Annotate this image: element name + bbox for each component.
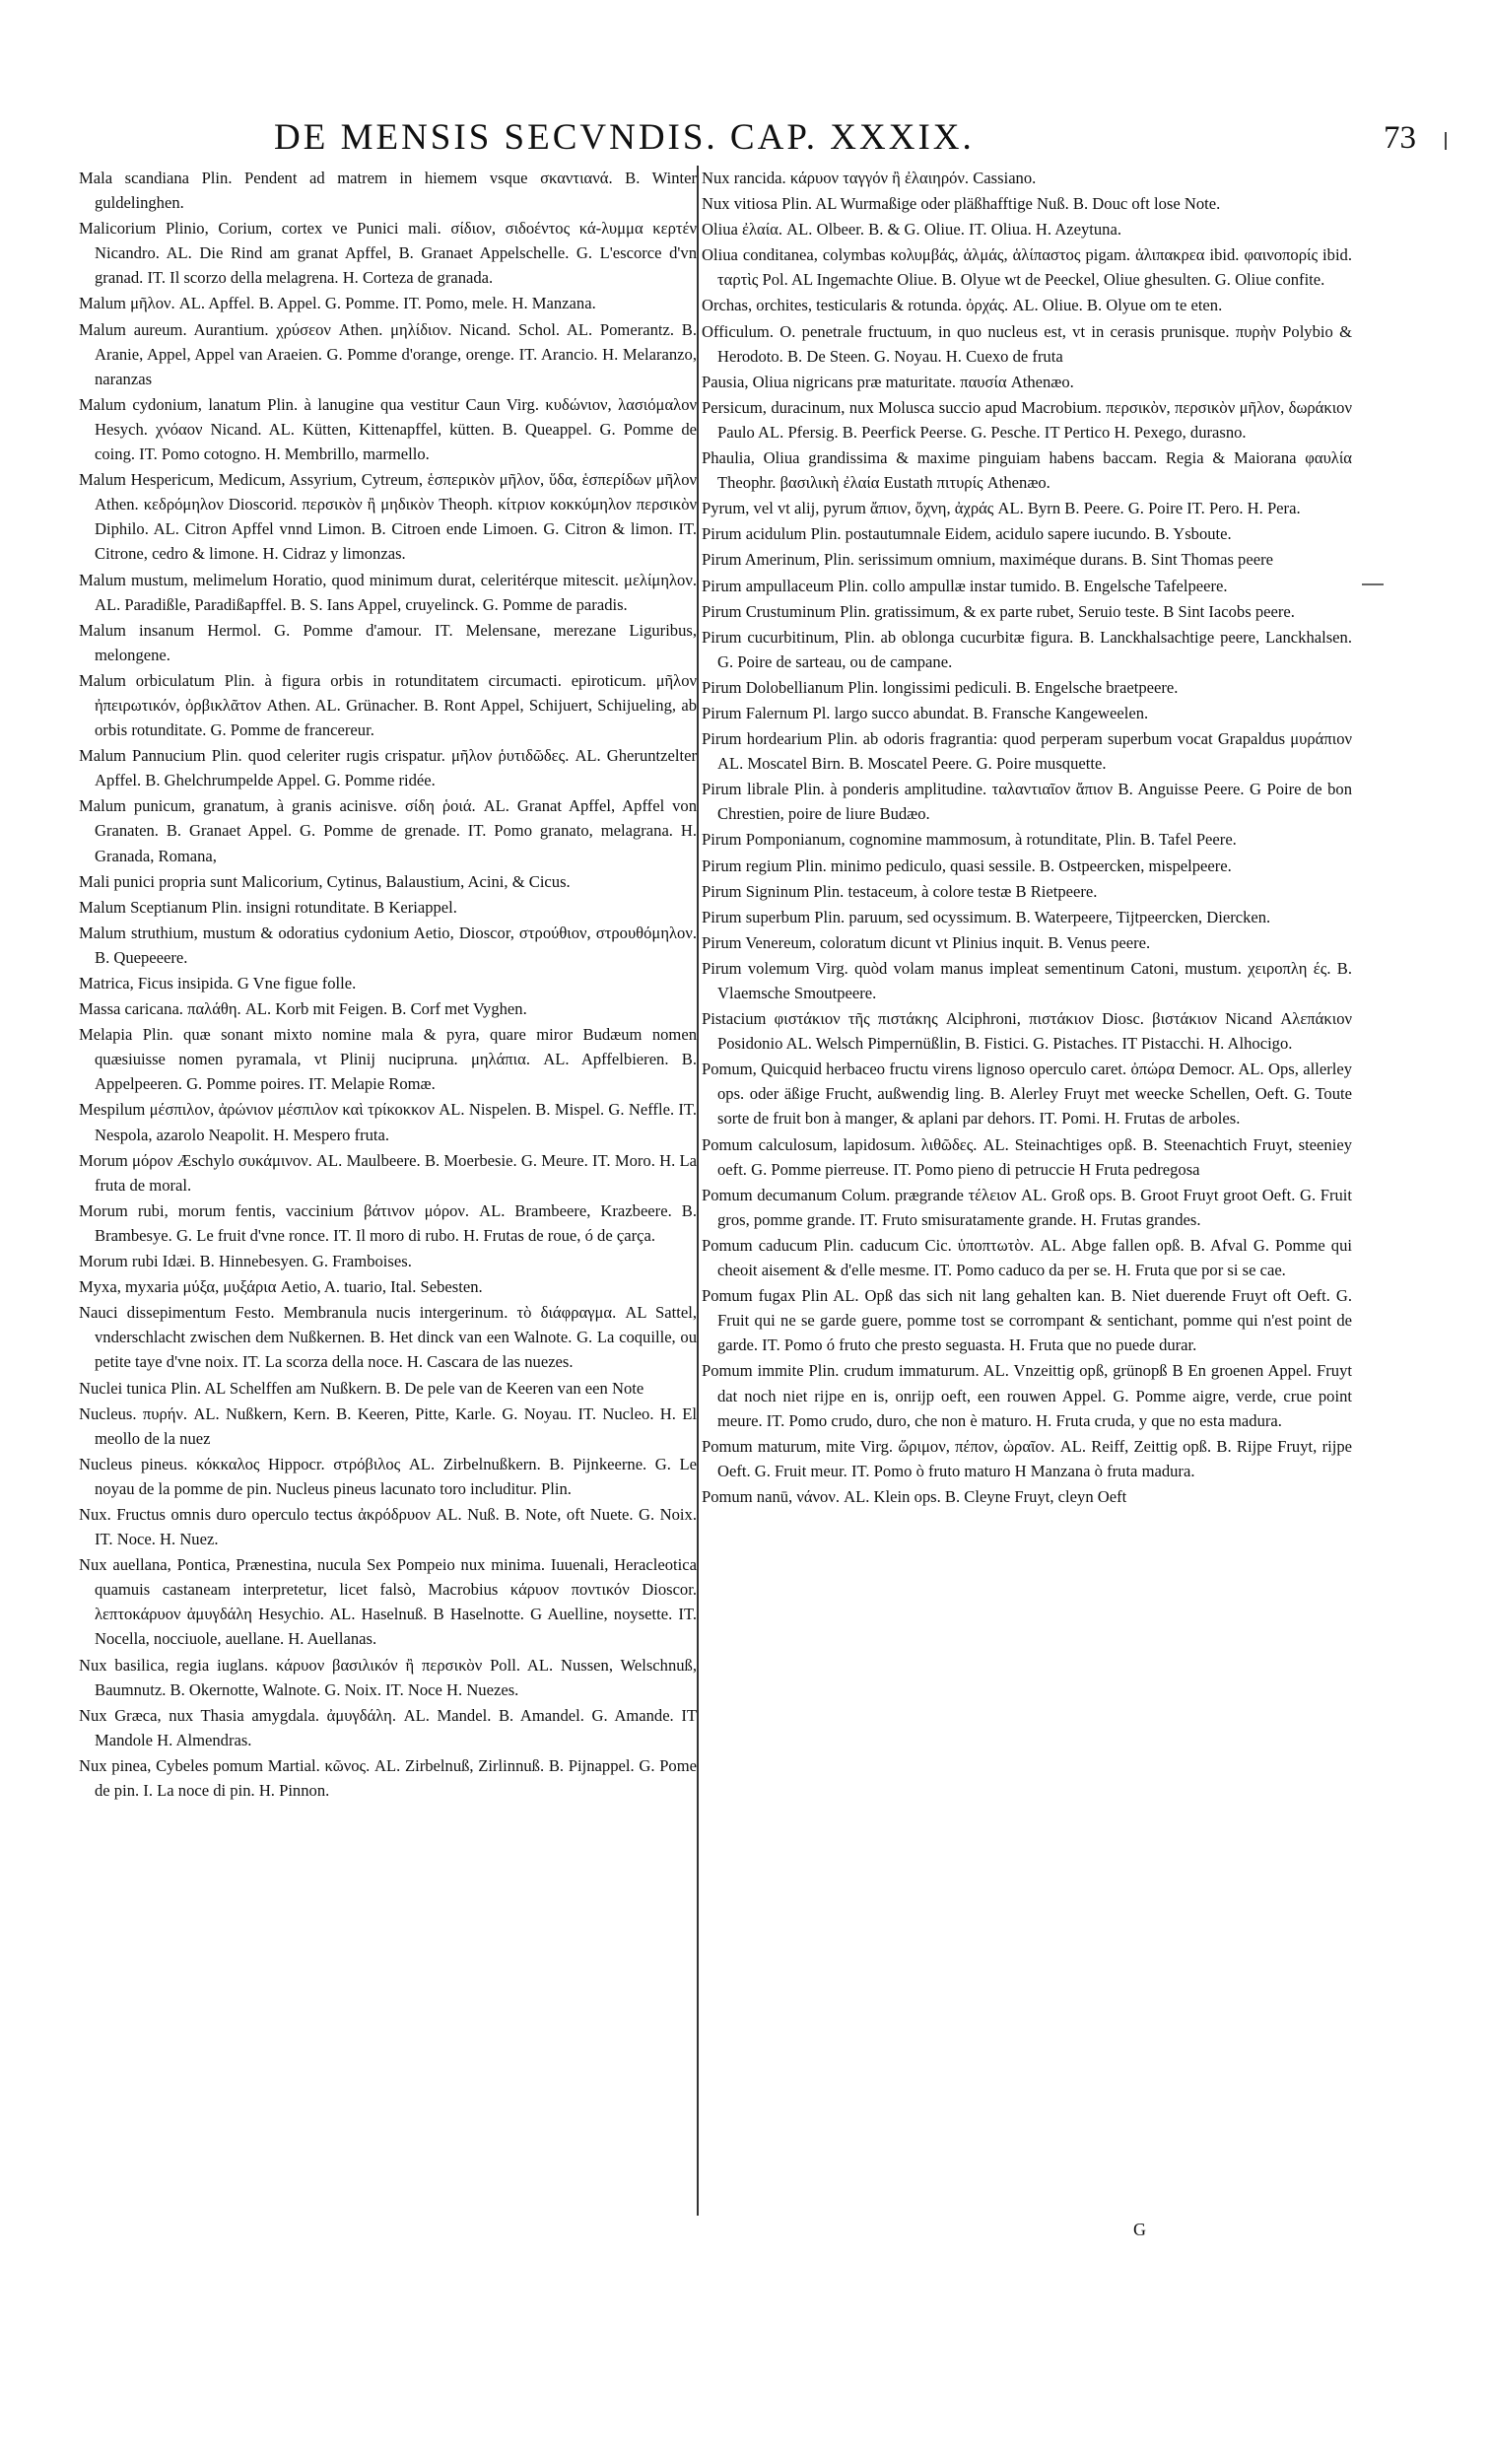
dictionary-entry: Pomum immite Plin. crudum immaturum. AL. Vnzeittig opß, grünopß B En groenen Appel. Fruyt dat noch niet rijpe en is, onrijp oeft, een rouwen Appel. G. Pomme aigre, verde, crue point meure. IT. Pomo crudo, duro, che non è maturo. H. Fruta cruda, y que no esta madura. <box>702 1361 1352 1430</box>
dictionary-entry: Nux auellana, Pontica, Prænestina, nucula Sex Pompeio nux minima. Iuuenali, Heracleotica quamuis castaneam interpretetur, licet falsò, Macrobius κάρυον ποντικόν Dioscor. λεπτοκάρυον ἀμυγδάλη Hesychio. AL. Haselnuß. B Haselnotte. G Auelline, noysette. IT. Nocella, nocciuole, auellane. H. Auellanas. <box>79 1555 697 1649</box>
dictionary-entry: Mala scandiana Plin. Pendent ad matrem in hiemem vsque σκαντιανά. B. Winter guldelinghen. <box>79 169 697 213</box>
dictionary-entry: Pomum maturum, mite Virg. ὥριμον, πέπον, ὡραῖον. AL. Reiff, Zeittig opß. B. Rijpe Fruyt, rijpe Oeft. G. Fruit meur. IT. Pomo ò fruto maturo H Manzana ò fruta madura. <box>702 1436 1352 1480</box>
dictionary-entry: Pirum librale Plin. à ponderis amplitudine. ταλαντιαῖον ἄπιον B. Anguisse Peere. G Poire de bon Chrestien, poire de liure Budæo. <box>702 780 1352 824</box>
dictionary-entry: Morum rubi Idæi. B. Hinnebesyen. G. Framboises. <box>79 1252 412 1271</box>
dictionary-entry: Pomum caducum Plin. caducum Cic. ὑποπτωτὸν. AL. Abge fallen opß. B. Afval G. Pomme qui cheoit aisement & d'elle mesme. IT. Pomo caduco da per se. H. Fruta que por si se cae. <box>702 1235 1352 1280</box>
dictionary-entry: Malum aureum. Aurantium. χρύσεον Athen. μηλίδιον. Nicand. Schol. AL. Pomerantz. B. Aranie, Appel, Appel van Araeien. G. Pomme d'orange, orenge. IT. Arancio. H. Melaranzo, naranzas <box>79 319 697 388</box>
dictionary-entry: Nauci dissepimentum Festo. Membranula nucis intergerinum. τὸ διάφραγμα. AL Sattel, vnderschlacht zwischen dem Nußkernen. B. Het dinck van een Walnote. G. La coquille, ou petite taye d'vne noix. IT. La scorza della noce. H. Cascara de las nuezes. <box>79 1303 697 1372</box>
dictionary-entry: Pistacium φιστάκιον τῆς πιστάκης Alciphroni, πιστάκιον Diosc. βιστάκιον Nicand Αλεπάκιον Posidonio AL. Welsch Pimpernüßlin, B. Fistici. G. Pistaches. IT Pistacchi. H. Alhocigo. <box>702 1009 1352 1054</box>
margin-mark <box>1362 583 1384 585</box>
dictionary-entry: Malum Sceptianum Plin. insigni rotunditate. B Keriappel. <box>79 897 457 917</box>
dictionary-entry: Malum μῆλον. AL. Apffel. B. Appel. G. Pomme. IT. Pomo, mele. H. Manzana. <box>79 294 596 313</box>
dictionary-entry: Malum mustum, melimelum Horatio, quod minimum durat, celeritérque mitescit. μελίμηλον. AL. Paradißle, Paradißapffel. B. S. Ians Appel, cruyelinck. G. Pomme de paradis. <box>79 570 697 614</box>
dictionary-entry: Nux vitiosa Plin. AL Wurmaßige oder pläßhafftige Nuß. B. Douc oft lose Note. <box>702 194 1221 214</box>
dictionary-entry: Pirum Crustuminum Plin. gratissimum, & ex parte rubet, Seruio teste. B Sint Iacobs peere. <box>702 601 1295 621</box>
dictionary-entry: Pirum Falernum Pl. largo succo abundat. B. Fransche Kangeweelen. <box>702 703 1149 722</box>
column-divider <box>697 166 699 2216</box>
dictionary-entry: Nux. Fructus omnis duro operculo tectus ἀκρόδρυον AL. Nuß. B. Note, oft Nuete. G. Noix. IT. Noce. H. Nuez. <box>79 1504 697 1549</box>
dictionary-entry: Pomum fugax Plin AL. Opß das sich nit lang gehalten kan. B. Niet duerende Fruyt oft Oeft. G. Fruit qui ne se garde guere, pomme tost se corrompant & sentichant, pomme qui n'est point de garde. IT. Pomo ó fruto che presto seguasta. H. Fruta que no puede durar. <box>702 1286 1352 1355</box>
dictionary-entry: Malum orbiculatum Plin. à figura orbis in rotunditatem circumacti. epiroticum. μῆλον ἠπειρωτικόν, ὀρβικλᾶτον Athen. AL. Grünacher. B. Ront Appel, Schijuert, Schijueling, ab orbis rotunditate. G. Pomme de francereur. <box>79 670 697 740</box>
dictionary-entry: Matrica, Ficus insipida. G Vne figue folle. <box>79 974 357 992</box>
dictionary-entry: Pirum Signinum Plin. testaceum, à colore testæ B Rietpeere. <box>702 881 1098 901</box>
dictionary-entry: Pomum decumanum Colum. prægrande τέλειον AL. Groß ops. B. Groot Fruyt groot Oeft. G. Fruit gros, pomme grande. IT. Fruto smisuratamente grande. H. Frutas grandes. <box>702 1185 1352 1229</box>
dictionary-entry: Pomum nanū, νάνον. AL. Klein ops. B. Cleyne Fruyt, cleyn Oeft <box>702 1486 1127 1506</box>
dictionary-entry: Myxa, myxaria μύξα, μυξάρια Aetio, A. tuario, Ital. Sebesten. <box>79 1277 483 1297</box>
running-title: DE MENSIS SECVNDIS. CAP. XXXIX. <box>274 117 975 158</box>
dictionary-entry: Pirum Venereum, coloratum dicunt vt Plinius inquit. B. Venus peere. <box>702 932 1151 952</box>
dictionary-entry: Pirum Dolobellianum Plin. longissimi pediculi. B. Engelsche braetpeere. <box>702 677 1179 697</box>
left-column <box>79 166 697 2225</box>
dictionary-entry: Nuclei tunica Plin. AL Schelffen am Nußkern. B. De pele van de Keeren van een Note <box>79 1378 644 1398</box>
dictionary-entry: Pomum calculosum, lapidosum. λιθῶδες. AL. Steinachtiges opß. B. Steenachtich Fruyt, steeniey oeft. G. Pomme pierreuse. IT. Pomo pieno di petruccie H Fruta pedregosa <box>702 1134 1352 1179</box>
dictionary-entry: Orchas, orchites, testicularis & rotunda. ὀρχάς. AL. Oliue. B. Olyue om te eten. <box>702 296 1223 315</box>
dictionary-entry: Nux Græca, nux Thasia amygdala. ἀμυγδάλη. AL. Mandel. B. Amandel. G. Amande. IT Mandole H. Almendras. <box>79 1705 697 1749</box>
dictionary-entry: Pyrum, vel vt alij, pyrum ἄπιον, ὄχνη, ἀχράς AL. Byrn B. Peere. G. Poire IT. Pero. H. Pera. <box>702 499 1301 518</box>
dictionary-entry: Mali punici propria sunt Malicorium, Cytinus, Balaustium, Acini, & Cicus. <box>79 871 571 891</box>
dictionary-entry: Pirum ampullaceum Plin. collo ampullæ instar tumido. B. Engelsche Tafelpeere. <box>702 576 1228 595</box>
dictionary-entry: Malum insanum Hermol. G. Pomme d'amour. IT. Melensane, merezane Liguribus, melongene. <box>79 620 697 664</box>
dictionary-entry: Pirum Amerinum, Plin. serissimum omnium, maximéque durans. B. Sint Thomas peere <box>702 550 1273 570</box>
dictionary-entry: Malum struthium, mustum & odoratius cydonium Aetio, Dioscor, στρούθιον, στρουθόμηλον. B. Quepeeere. <box>79 923 697 967</box>
dictionary-entry: Pirum volemum Virg. quòd volam manus impleat sementinum Catoni, mustum. χειροπλη ές. B. Vlaemsche Smoutpeere. <box>702 958 1352 1002</box>
dictionary-entry: Nux rancida. κάρυον ταγγόν ἢ ἐλαιηρόν. Cassiano. <box>702 169 1037 187</box>
dictionary-entry: Nux pinea, Cybeles pomum Martial. κῶνος. AL. Zirbelnuß, Zirlinnuß. B. Pijnappel. G. Pome de pin. I. La noce di pin. H. Pinnon. <box>79 1755 697 1800</box>
dictionary-entry: Mespilum μέσπιλον, ἀρώνιον μέσπιλον καὶ τρίκοκκον AL. Nispelen. B. Mispel. G. Neffle. IT. Nespola, azarolo Neapolit. H. Mespero fruta. <box>79 1100 697 1144</box>
dictionary-entry: Malum cydonium, lanatum Plin. à lanugine qua vestitur Caun Virg. κυδώνιον, λασιόμαλον Hesych. χνόαον Nicand. AL. Kütten, Kittenapffel, kütten. B. Queappel. G. Pomme de coing. IT. Pomo cotogno. H. Membrillo, marmello. <box>79 394 697 464</box>
right-column <box>702 166 1352 2225</box>
dictionary-entry: Nucleus pineus. κόκκαλος Hippocr. στρόβιλος AL. Zirbelnußkern. B. Pijnkeerne. G. Le noyau de la pomme de pin. Nucleus pineus lacunato toro includitur. Plin. <box>79 1454 697 1498</box>
dictionary-entry: Malum Hespericum, Medicum, Assyrium, Cytreum, ἑσπερικὸν μῆλον, ὕδα, ἑσπερίδων μῆλον Athen. κεδρόμηλον Dioscorid. περσικὸν ἢ μηδικὸν Theoph. κίτριον κοκκύμηλον περσικὸν Diphilo. AL. Citron Apffel vnnd Limon. B. Citroen ende Limoen. G. Citron & limon. IT. Citrone, cedro & limone. H. Cidraz y limonzas. <box>79 470 697 564</box>
dictionary-entry: Pirum superbum Plin. paruum, sed ocyssimum. B. Waterpeere, Tijtpeercken, Diercken. <box>702 907 1271 926</box>
dictionary-entry: Pirum Pomponianum, cognomine mammosum, à rotunditate, Plin. B. Tafel Peere. <box>702 830 1237 850</box>
dictionary-entry: Pirum regium Plin. minimo pediculo, quasi sessile. B. Ostpeercken, mispelpeere. <box>702 856 1232 875</box>
dictionary-entry: Persicum, duracinum, nux Molusca succio apud Macrobium. περσικὸν, περσικὸν μῆλον, δωράκιον Paulo AL. Pfersig. B. Peerfick Peerse. G. Pesche. IT Pertico H. Pexego, durasno. <box>702 397 1352 442</box>
page-number: 73 <box>1384 120 1416 156</box>
dictionary-entry: Morum rubi, morum fentis, vaccinium βάτινον μόρον. AL. Brambeere, Krazbeere. B. Brambesye. G. Le fruit d'vne ronce. IT. Il moro di rubo. H. Frutas de roue, ó de çarça. <box>79 1200 697 1245</box>
dictionary-entry: Pirum acidulum Plin. postautumnale Eidem, acidulo sapere iucundo. B. Ysboute. <box>702 524 1232 544</box>
dictionary-entry: Massa caricana. παλάθη. AL. Korb mit Feigen. B. Corf met Vyghen. <box>79 999 527 1019</box>
corner-mark <box>1445 132 1447 150</box>
dictionary-entry: Pomum, Quicquid herbaceo fructu virens lignoso operculo caret. ὀπώρα Democr. AL. Ops, allerley ops. oder äßige Frucht, außwendig ling. B. Alerley Fruyt met weecke Schellen, Oeft. G. Toute sorte de fruit bon à manger, & aplani par dehors. IT. Pomi. H. Frutas de arboles. <box>702 1060 1352 1129</box>
signature-mark: G <box>1133 2220 1146 2239</box>
dictionary-entry: Oliua ἐλαία. AL. Olbeer. B. & G. Oliue. IT. Oliua. H. Azeytuna. <box>702 220 1121 240</box>
dictionary-entry: Malicorium Plinio, Corium, cortex ve Punici mali. σίδιον, σιδοέντος κά-λυμμα κερτέν Nicandro. AL. Die Rind am granat Apffel, B. Granaet Appelschelle. G. L'escorce d'vn granad. IT. Il scorzo della melagrena. H. Corteza de granada. <box>79 219 697 288</box>
dictionary-entry: Malum Pannucium Plin. quod celeriter rugis crispatur. μῆλον ῥυτιδῶδες. AL. Gheruntzelter Apffel. B. Ghelchrumpelde Appel. G. Pomme ridée. <box>79 746 697 790</box>
dictionary-entry: Pirum cucurbitinum, Plin. ab oblonga cucurbitæ figura. B. Lanckhalsachtige peere, Lanckhalsen. G. Poire de sarteau, ou de campane. <box>702 627 1352 671</box>
dictionary-entry: Officulum. O. penetrale fructuum, in quo nucleus est, vt in cerasis prunisque. πυρὴν Polybio & Herodoto. B. De Steen. G. Noyau. H. Cuexo de fruta <box>702 321 1352 366</box>
dictionary-entry: Malum punicum, granatum, à granis acinisve. σίδη ῥοιά. AL. Granat Apffel, Apffel von Granaten. B. Granaet Appel. G. Pomme de grenade. IT. Pomo granato, melagrana. H. Granada, Romana, <box>79 796 697 865</box>
page-header <box>0 116 1490 166</box>
dictionary-entry: Melapia Plin. quæ sonant mixto nomine mala & pyra, quare miror Budæum nomen quæsiuisse nomen pyramala, vt Plinij nucipruna. μηλάπια. AL. Apffelbieren. B. Appelpeeren. G. Pomme poires. IT. Melapie Romæ. <box>79 1025 697 1094</box>
dictionary-entry: Pausia, Oliua nigricans præ maturitate. παυσία Athenæo. <box>702 372 1074 391</box>
dictionary-entry: Morum μόρον Æschylo συκάμινον. AL. Maulbeere. B. Moerbesie. G. Meure. IT. Moro. H. La fruta de moral. <box>79 1150 697 1195</box>
dictionary-entry: Pirum hordearium Plin. ab odoris fragrantia: quod perperam superbum vocat Grapaldus μυράπιον AL. Moscatel Birn. B. Moscatel Peere. G. Poire musquette. <box>702 729 1352 774</box>
dictionary-entry: Nucleus. πυρήν. AL. Nußkern, Kern. B. Keeren, Pitte, Karle. G. Noyau. IT. Nucleo. H. El meollo de la nuez <box>79 1403 697 1448</box>
dictionary-entry: Oliua conditanea, colymbas κολυμβάς, ἁλμάς, ἁλίπαστος pigam. ἁλιπακρεα ibid. φαινοπορίς ibid. ταρτὶς Pol. AL Ingemachte Oliue. B. Olyue wt de Peeckel, Oliue ghesulten. G. Oliue confite. <box>702 245 1352 290</box>
dictionary-entry: Phaulia, Oliua grandissima & maxime pinguiam habens baccam. Regia & Maiorana φαυλία Theophr. βασιλικὴ ἐλαία Eustath πιτυρίς Athenæo. <box>702 448 1352 493</box>
dictionary-entry: Nux basilica, regia iuglans. κάρυον βασιλικόν ἢ περσικὸν Poll. AL. Nussen, Welschnuß, Baumnutz. B. Okernotte, Walnote. G. Noix. IT. Noce H. Nuezes. <box>79 1655 697 1699</box>
